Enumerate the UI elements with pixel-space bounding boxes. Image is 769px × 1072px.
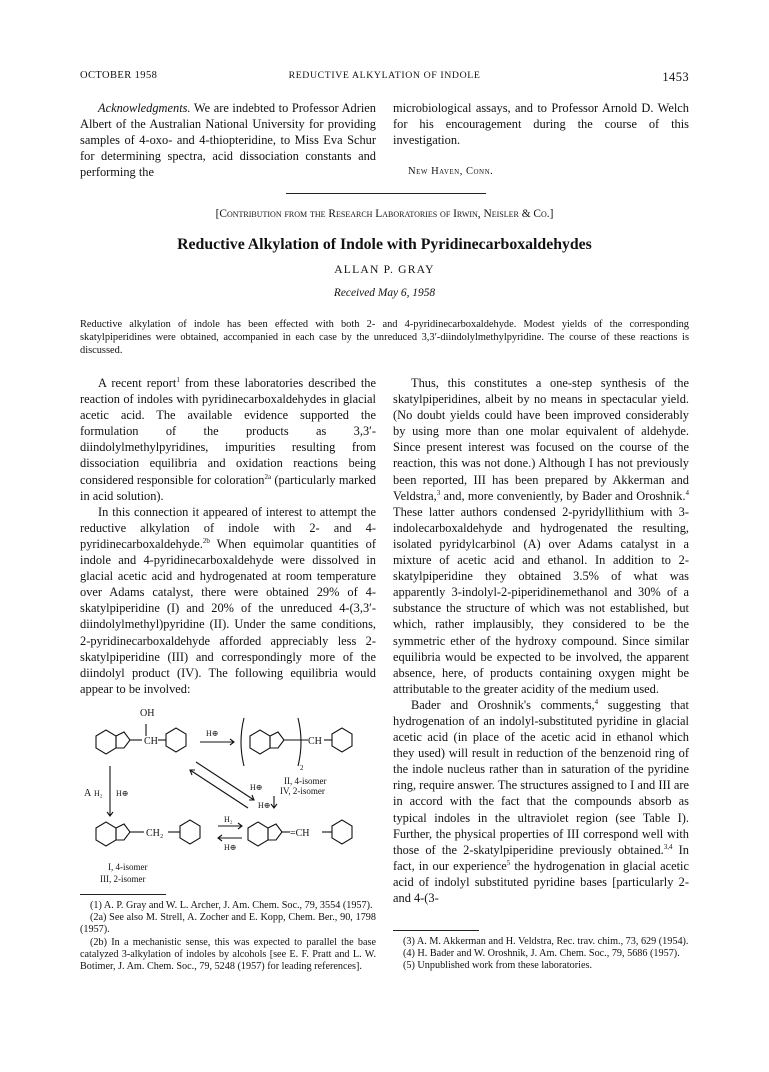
footnote: (2b) In a mechanistic sense, this was expected to parallel the base catalyzed 3-alkylation of indoles by alcohols [see E. F. Pratt and L. W. Botimer, J. Am. Chem. Soc., 79, 5248 (1957) for leading references]. bbox=[80, 936, 376, 973]
paragraph: Thus, this constitutes a one-step synthesis of the skatylpiperidines, albeit by no means in spectacular yield. (No doubt yields could have been improved considerably by using more than one molar equivalent of aldehyde. Since present interest was focused on the course of the reaction, this was not done.) Although I has not previously been reported, III has been prepared by Akkerman and Veldstra,$^3$ and, more conveniently, by Bader and Oroshnik.$^4$ These latter authors condensed 2-pyridyllithium with 3-indolecarboxaldehyde and hydrogenated the resulting, isolated pyridylcarbinol (A) over Adams catalyst in a mixture of acetic acid and ethanol. In addition to 2-skatylpiperidine they obtained 3.5% of what was apparently 3-indolyl-2-piperidinemethanol and 30% of a substance the structure of which was not established, but which, rather implausibly, they considered to be the symmetric ether of the hydroxy compound. Since similar equilibria would be expected to be involved, the apparent absence, here, of products containing oxygen might be attributable to the greater acidity of the medium used. bbox=[393, 376, 689, 696]
paragraph: In this connection it appeared of interest to attempt the reductive alkylation of indole with 2- and 4-pyridinecarboxaldehyde.$^{2b}$ When equimolar quantities of indole and 4-pyridinecarboxaldehyde were dissolved in glacial acetic acid and hydrogenated at room temperature over Adams catalyst, there were obtained 29% of 4-skatylpiperidine (I) and 20% of the unreduced 4-(3,3′-diindolylmethyl)pyridine (II). Under the same conditions, 2-pyridinecarboxaldehyde afforded appreciably less 2-skatylpiperidine (III) and correspondingly more of the diindolyl product (IV). The following equilibria would appear to be involved: bbox=[80, 504, 376, 696]
footnote-rule-right bbox=[393, 930, 479, 931]
received-date: Received May 6, 1958 bbox=[333, 287, 436, 299]
footnote: (1) A. P. Gray and W. L. Archer, J. Am. Chem. Soc., 79, 3554 (1957). bbox=[90, 900, 373, 911]
scheme-hplus-right: H⊕ bbox=[258, 801, 271, 810]
scheme-hplus-top: H⊕ bbox=[206, 729, 219, 738]
footnote: (5) Unpublished work from these laboratories. bbox=[403, 960, 592, 972]
abstract: Reductive alkylation of indole has been effected with both 2- and 4-pyridinecarboxaldehyde. Modest yields of the corresponding skatylpiperidines were obtained, accompanied in each case by the unreduced 3,3′-diindolylmethylpyridine. The course of these reactions is discussed. bbox=[80, 319, 689, 357]
scheme-ch-eq: =CH bbox=[290, 828, 310, 839]
paragraph: A recent report$^1$ from these laboratories described the reaction of indoles with pyridinecarboxaldehydes in glacial acetic acid. The available evidence supported the formulation of the products as 3,3′-diindolylmethylpyridines, impurities resulting from dissociation equilibria and oxidation reactions being considered responsible for coloration$^{2a}$ (particularly marked in acid solution). bbox=[80, 376, 376, 503]
article-author: ALLAN P. GRAY bbox=[334, 263, 435, 276]
right-column bbox=[393, 375, 689, 906]
scheme-oh: OH bbox=[140, 708, 155, 719]
page-number: 1453 bbox=[662, 70, 689, 84]
contribution-line: [Contribution from the Research Laboratories of Irwin, Neisler & Co.] bbox=[215, 208, 554, 220]
reaction-scheme bbox=[84, 704, 376, 894]
scheme-iso-iii: III, 2-isomer bbox=[100, 874, 146, 884]
footnotes-right bbox=[393, 936, 689, 973]
scheme-sub2: 2 bbox=[300, 764, 304, 772]
acknowledgments-heading: Acknowledgments. bbox=[98, 101, 191, 115]
scheme-h2-left: H₂ bbox=[94, 789, 103, 798]
footnote: (3) A. M. Akkerman and H. Veldstra, Rec. trav. chim., 73, 629 (1954). bbox=[403, 936, 689, 947]
scheme-iso-i: I, 4-isomer bbox=[108, 862, 148, 872]
scheme-hplus-bottom: H⊕ bbox=[224, 843, 237, 852]
scheme-h2-bottom: H₂ bbox=[224, 815, 233, 824]
running-header-title: REDUCTIVE ALKYLATION OF INDOLE bbox=[288, 70, 481, 81]
section-divider bbox=[286, 193, 486, 194]
footnote: (4) H. Bader and W. Oroshnik, J. Am. Chem. Soc., 79, 5686 (1957). bbox=[403, 948, 680, 960]
acknowledgments-left bbox=[80, 100, 376, 180]
scheme-hplus-left: H⊕ bbox=[116, 789, 129, 798]
footnotes-left bbox=[80, 900, 376, 973]
scheme-iso-iv: IV, 2-isomer bbox=[280, 786, 325, 796]
scheme-iso-ii: II, 4-isomer bbox=[284, 776, 327, 786]
acknowledgments-text-2: microbiological assays, and to Professor Arnold D. Welch for his encouragement during the course of this investigation. bbox=[393, 101, 689, 148]
acknowledgments-right bbox=[393, 100, 689, 148]
scheme-label-a: A bbox=[84, 788, 92, 799]
scheme-hplus-mid: H⊕ bbox=[250, 783, 263, 792]
affiliation-place: New Haven, Conn. bbox=[408, 166, 494, 177]
paragraph: Bader and Oroshnik's comments,$^4$ suggesting that hydrogenation of an indolyl-substituted pyridine in glacial acetic acid (in place of the acetic acid in ethanol which they used) will result in reduction of the benzenoid ring of the indole nucleus rather than in saturation of the pyridine ring, require answer. The structures assigned to I and III are in accord with the fact that the compounds absorb as typical indoles in the ultraviolet region (see Table I). Further, the physical properties of III correspond well with those of the 2-skatylpiperidine previously obtained.$^{3,4}$ In fact, in our experience$^5$ the hydrogenation in glacial acetic acid of indolyl substituted pyridine bases [particularly 2- and 4-(3- bbox=[393, 697, 690, 905]
article-title: Reductive Alkylation of Indole with Pyridinecarboxaldehydes bbox=[177, 236, 592, 253]
footnote: (2a) See also M. Strell, A. Zocher and E. Kopp, Chem. Ber., 90, 1798 (1957). bbox=[80, 912, 376, 936]
scheme-ch-right: CH bbox=[308, 736, 322, 747]
running-header-date: OCTOBER 1958 bbox=[80, 70, 158, 81]
scheme-ch2: CH₂ bbox=[146, 828, 164, 839]
left-column bbox=[80, 375, 376, 697]
acknowledgments-text-1: We are indebted to Professor Adrien Albert of the Australian National University for providing samples of 4-oxo- and 4-thiopteridine, to Miss Eva Schur for determining spectra, acid dissociation constants and performing the bbox=[80, 101, 376, 180]
footnote-rule-left bbox=[80, 894, 166, 895]
scheme-ch-top: CH bbox=[144, 736, 158, 747]
